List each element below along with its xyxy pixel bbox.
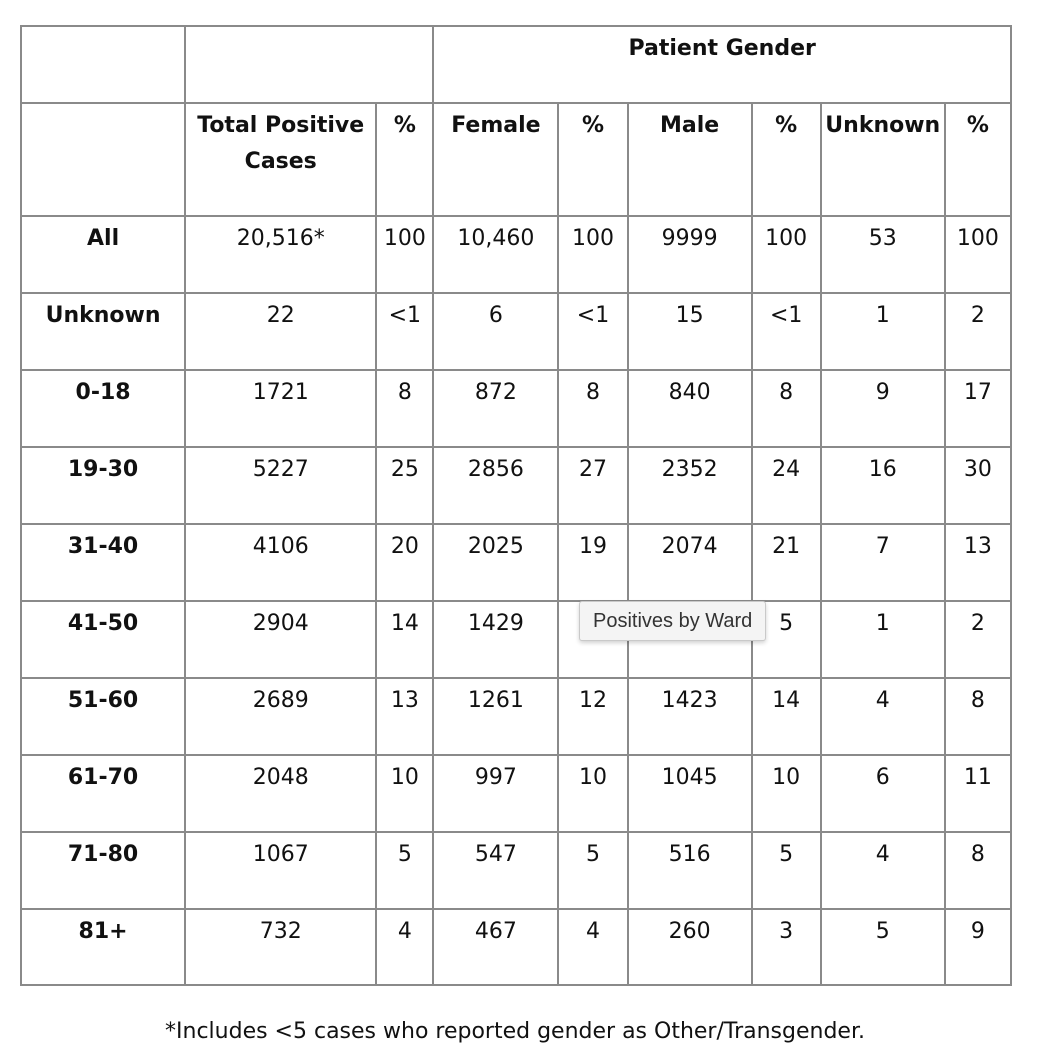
female-cases-cell: 997 [433, 755, 558, 832]
age-group-cell: 41-50 [21, 601, 185, 678]
column-header-total-positive-cases: Total Positive Cases [185, 103, 376, 216]
table-row [21, 216, 1011, 293]
unknown-percent-cell: 13 [945, 524, 1011, 601]
table-row [21, 447, 1011, 524]
male-cases-cell: 2074 [628, 524, 752, 601]
column-header-female-percent: % [558, 103, 627, 216]
female-cases-cell: 872 [433, 370, 558, 447]
unknown-percent-cell: 17 [945, 370, 1011, 447]
unknown-cases-cell: 6 [821, 755, 945, 832]
total-percent-cell: 5 [376, 832, 433, 909]
male-cases-cell: 260 [628, 909, 752, 985]
unknown-cases-cell: 5 [821, 909, 945, 985]
unknown-percent-cell: 100 [945, 216, 1011, 293]
unknown-cases-cell: 9 [821, 370, 945, 447]
male-percent-cell: 24 [752, 447, 821, 524]
table-footnote: *Includes <5 cases who reported gender as Other/Transgender. [165, 1019, 865, 1044]
column-header-unknown-percent: % [945, 103, 1011, 216]
table-row [21, 293, 1011, 370]
male-cases-cell: 9999 [628, 216, 752, 293]
total-cases-cell: 1721 [185, 370, 376, 447]
male-percent-cell: 100 [752, 216, 821, 293]
total-percent-cell: 14 [376, 601, 433, 678]
unknown-percent-cell: 30 [945, 447, 1011, 524]
column-header-unknown: Unknown [821, 103, 945, 216]
total-percent-cell: 25 [376, 447, 433, 524]
age-group-cell: 81+ [21, 909, 185, 985]
total-percent-cell: 8 [376, 370, 433, 447]
age-group-cell: 0-18 [21, 370, 185, 447]
unknown-cases-cell: 4 [821, 832, 945, 909]
patient-gender-header: Patient Gender [433, 26, 1011, 103]
total-percent-cell: 13 [376, 678, 433, 755]
total-percent-cell: <1 [376, 293, 433, 370]
female-cases-cell: 1429 [433, 601, 558, 678]
female-cases-cell: 6 [433, 293, 558, 370]
male-percent-cell: 14 [752, 678, 821, 755]
age-group-cell: All [21, 216, 185, 293]
male-cases-cell: 1423 [628, 678, 752, 755]
female-percent-cell: 27 [558, 447, 627, 524]
table-row [21, 524, 1011, 601]
total-cases-cell: 1067 [185, 832, 376, 909]
female-percent-cell: 100 [558, 216, 627, 293]
unknown-cases-cell: 53 [821, 216, 945, 293]
total-cases-cell: 22 [185, 293, 376, 370]
positive-cases-table [20, 25, 1012, 986]
male-cases-cell: 516 [628, 832, 752, 909]
total-cases-cell: 5227 [185, 447, 376, 524]
column-header-age-group [21, 103, 185, 216]
male-cases-cell: 2352 [628, 447, 752, 524]
unknown-percent-cell: 11 [945, 755, 1011, 832]
table-blank-header-cell [185, 26, 433, 103]
unknown-percent-cell: 8 [945, 832, 1011, 909]
positives-by-ward-tooltip: Positives by Ward [579, 601, 766, 641]
column-header-female: Female [433, 103, 558, 216]
female-cases-cell: 2856 [433, 447, 558, 524]
unknown-cases-cell: 1 [821, 293, 945, 370]
total-cases-cell: 2904 [185, 601, 376, 678]
total-cases-cell: 732 [185, 909, 376, 985]
table-row [21, 832, 1011, 909]
female-cases-cell: 547 [433, 832, 558, 909]
female-cases-cell: 10,460 [433, 216, 558, 293]
male-percent-cell: 5 [752, 832, 821, 909]
unknown-cases-cell: 4 [821, 678, 945, 755]
total-percent-cell: 100 [376, 216, 433, 293]
column-header-male: Male [628, 103, 752, 216]
female-percent-cell: 8 [558, 370, 627, 447]
female-percent-cell: 12 [558, 678, 627, 755]
male-percent-cell: 5 [752, 601, 821, 678]
male-percent-cell: 3 [752, 909, 821, 985]
column-header-total-percent: % [376, 103, 433, 216]
unknown-percent-cell: 2 [945, 293, 1011, 370]
male-percent-cell: <1 [752, 293, 821, 370]
table-row [21, 601, 1011, 678]
unknown-cases-cell: 16 [821, 447, 945, 524]
total-cases-cell: 2048 [185, 755, 376, 832]
unknown-cases-cell: 1 [821, 601, 945, 678]
female-cases-cell: 467 [433, 909, 558, 985]
female-cases-cell: 2025 [433, 524, 558, 601]
age-group-cell: 51-60 [21, 678, 185, 755]
total-percent-cell: 20 [376, 524, 433, 601]
unknown-cases-cell: 7 [821, 524, 945, 601]
male-percent-cell: 8 [752, 370, 821, 447]
table-row [21, 909, 1011, 985]
unknown-percent-cell: 8 [945, 678, 1011, 755]
male-cases-cell: 15 [628, 293, 752, 370]
female-percent-cell: <1 [558, 293, 627, 370]
unknown-percent-cell: 2 [945, 601, 1011, 678]
total-percent-cell: 10 [376, 755, 433, 832]
table-column-header-row [21, 103, 1011, 216]
table-group-header-row [21, 26, 1011, 103]
male-percent-cell: 21 [752, 524, 821, 601]
male-percent-cell: 10 [752, 755, 821, 832]
female-percent-cell: 5 [558, 832, 627, 909]
female-percent-cell: 10 [558, 755, 627, 832]
total-percent-cell: 4 [376, 909, 433, 985]
age-group-cell: 71-80 [21, 832, 185, 909]
female-percent-cell: 4 [558, 909, 627, 985]
age-group-cell: 31-40 [21, 524, 185, 601]
female-percent-cell: 19 [558, 524, 627, 601]
male-cases-cell: 840 [628, 370, 752, 447]
table-row [21, 678, 1011, 755]
age-group-cell: Unknown [21, 293, 185, 370]
table-row [21, 370, 1011, 447]
unknown-percent-cell: 9 [945, 909, 1011, 985]
age-group-cell: 19-30 [21, 447, 185, 524]
total-cases-cell: 2689 [185, 678, 376, 755]
table-corner-cell [21, 26, 185, 103]
table-row [21, 755, 1011, 832]
male-cases-cell: 1045 [628, 755, 752, 832]
column-header-male-percent: % [752, 103, 821, 216]
total-cases-cell: 20,516* [185, 216, 376, 293]
age-group-cell: 61-70 [21, 755, 185, 832]
female-cases-cell: 1261 [433, 678, 558, 755]
total-cases-cell: 4106 [185, 524, 376, 601]
